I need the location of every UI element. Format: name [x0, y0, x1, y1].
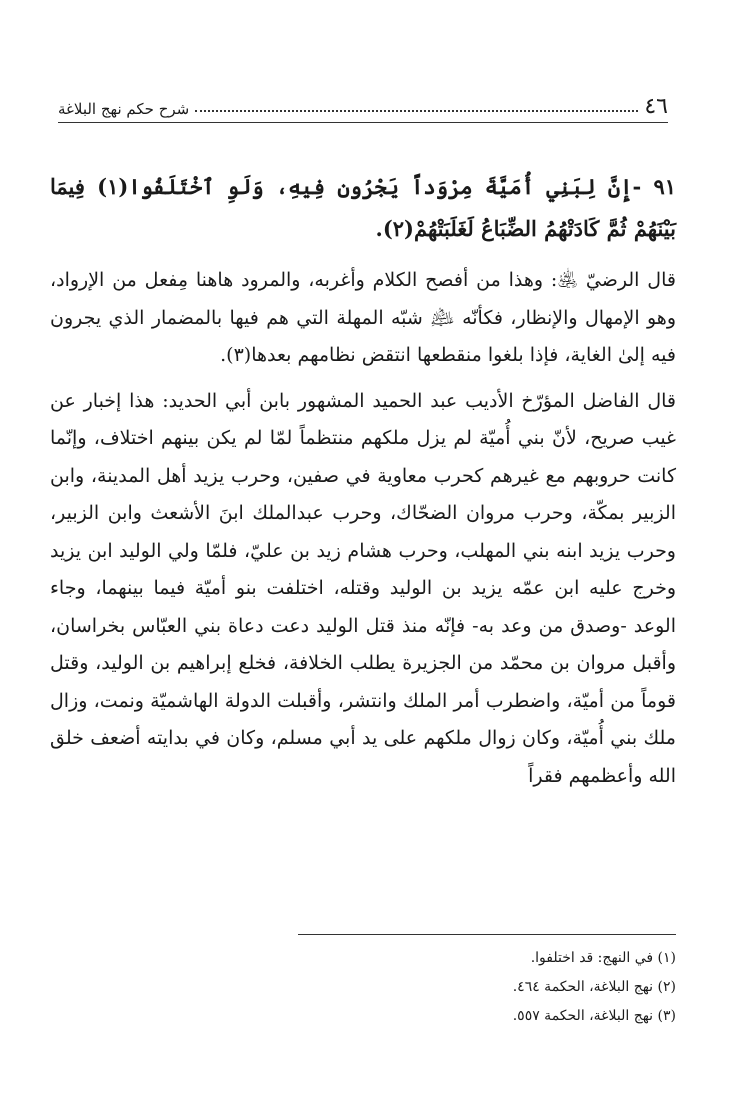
header-rule [58, 122, 668, 123]
header-dot-leader [195, 109, 638, 112]
running-title: شرح حكم نهج البلاغة [58, 100, 190, 118]
page-body [50, 166, 676, 795]
footnotes [120, 944, 676, 1031]
footnote-1: (١) في النهج: قد اختلفوا. [530, 950, 676, 966]
page-number: ٤٦ [644, 94, 668, 119]
saying-91: ٩١ -إِنَّ لِبَنِي أُمَيَّةَ مِرْوَداً يَجْرُون فِيهِ، وَلَوِ ٱخْتَلَفُوا(١) فِيمَا بَيْنَهُمْ ثُمَّ كَادَتْهُمُ الضِّبَاعُ لَغَلَبَتْهُمْ(٢). [50, 174, 676, 241]
footnote-3: (٣) نهج البلاغة، الحكمة ٥٥٧. [512, 1008, 676, 1024]
commentary-radi: قال الرضيّ ﵁: وهذا من أفصح الكلام وأغربه، والمرود هاهنا مِفعل من الإرواد، وهو الإمهال والإنظار، فكأنّه ﵇ شبّه المهلة التي هم فيها بالمضمار الذي يجرون فيه إلىٰ الغاية، فإذا بلغوا منقطعها انتقض نظامهم بعدها(٣). [50, 269, 676, 366]
footnote-rule [298, 934, 676, 935]
running-header [58, 82, 668, 118]
footnote-2: (٢) نهج البلاغة، الحكمة ٤٦٤. [512, 979, 676, 995]
commentary-ibn-abi-al-hadid: قال الفاضل المؤرّخ الأديب عبد الحميد المشهور بابن أبي الحديد: هذا إخبار عن غيب صريح، لأنّ بني أُميّة لم يزل ملكهم منتظماً لمّا لم يكن بينهم اختلاف، وإنّما كانت حروبهم مع غيرهم كحرب معاوية في صفين، وحرب يزيد أهل المدينة، وابن الزبير بمكّة، وحرب مروان الضحّاك، وحرب عبدالملك ابنَ الأشعث وابن الزبير، وحرب يزيد ابنه بني المهلب، وحرب هشام زيد بن عليّ، فلمّا ولي الوليد ابن يزيد وخرج عليه ابن عمّه يزيد بن الوليد وقتله، اختلفت بنو أميّة فيما بينهما، وجاء الوعد -وصدق من وعد به- فإنّه منذ قتل الوليد دعت دعاة بني العبّاس بخراسان، وأقبل مروان بن محمّد من الجزيرة يطلب الخلافة، فخلع إبراهيم بن الوليد، وقتل قوماً من أميّة، واضطرب أمر الملك وانتشر، وأقبلت الدولة الهاشميّة ونمت، وزال ملك بني أُميّة، وكان زوال ملكهم على يد أبي مسلم، وكان في بدايته أضعف خلق الله وأعظمهم فقراً [50, 389, 676, 787]
